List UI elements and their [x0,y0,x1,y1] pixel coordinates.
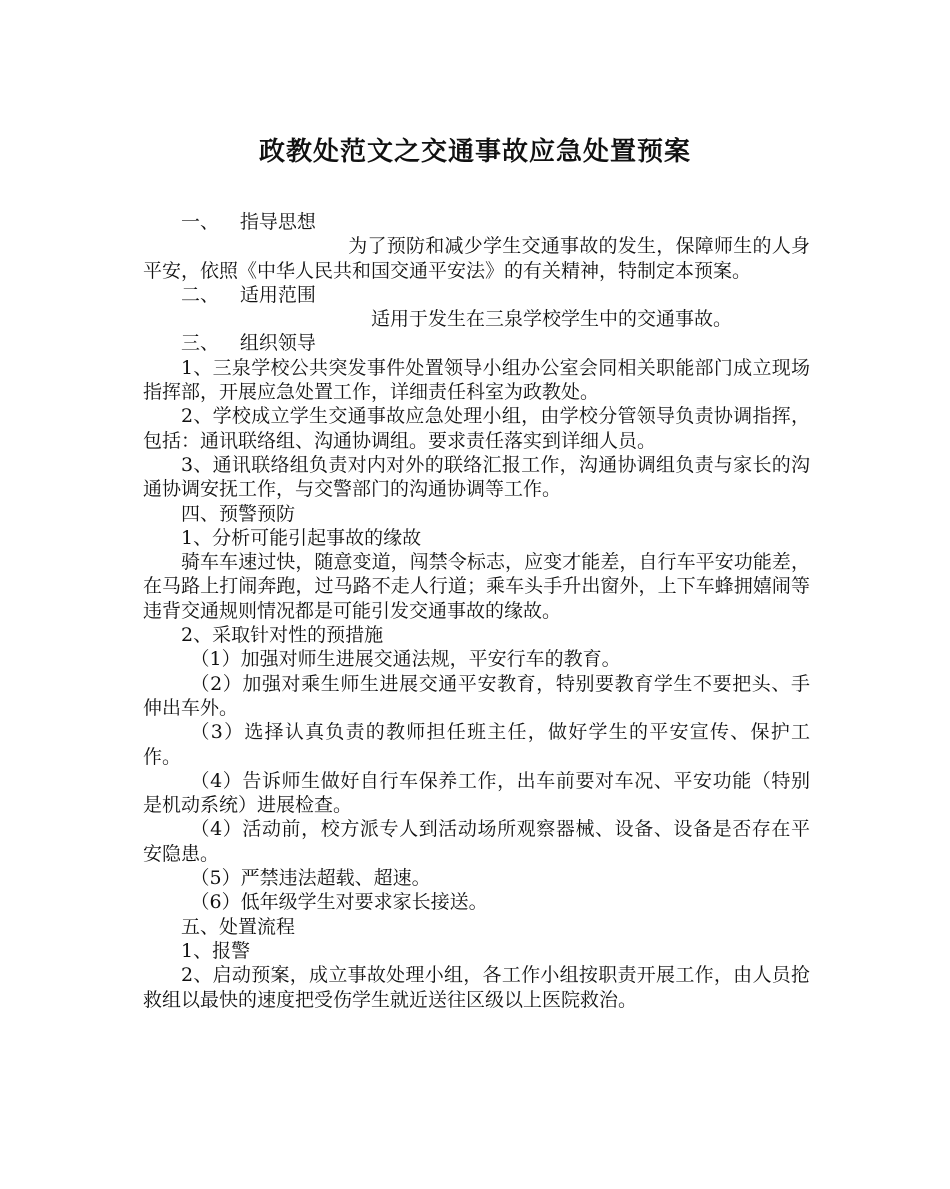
section-title: 适用范围 [239,283,316,306]
paragraph-scope: 适用于发生在三泉学校学生中的交通事故。 [371,308,733,331]
section-heading-1 [143,210,810,234]
list-item: （4）活动前，校方派专人到活动场所观察器械、设备、设备是否存在平安隐患。 [143,818,810,865]
section-number: 三、 [181,332,220,355]
list-item: （5）严禁违法超载、超速。 [190,867,431,890]
list-item: （1）加强对师生进展交通法规，平安行车的教育。 [190,648,621,671]
section-heading-3 [143,331,810,355]
paragraph-guiding-thought: 为了预防和减少学生交通事故的发生，保障师生的人身平安，依照《中华人民共和国交通平安法》的有关精神，特制定本预案。 [143,235,810,282]
paragraph-org-2: 2、学校成立学生交通事故应急处理小组，由学校分管领导负责协调指挥，包括：通讯联络组、沟通协调组。要求责任落实到详细人员。 [143,405,810,452]
section-title: 指导思想 [239,211,316,233]
section-number: 二、 [181,283,220,306]
paragraph-start-plan: 2、启动预案，成立事故处理小组，各工作小组按职责开展工作，由人员抢救组以最快的速度把受伤学生就近送往区级以上医院救治。 [143,964,810,1011]
list-item: （3）选择认真负责的教师担任班主任，做好学生的平安宣传、保护工作。 [143,721,810,768]
subheading-causes: 1、分析可能引起事故的缘故 [181,526,422,549]
paragraph-org-3: 3、通讯联络组负责对内对外的联络汇报工作，沟通协调组负责与家长的沟通协调安抚工作，与交警部门的沟通协调等工作。 [143,453,810,501]
section-title: 组织领导 [239,332,316,355]
document-title: 政教处范文之交通事故应急处置预案 [258,137,691,167]
list-item: （6）低年级学生对要求家长接送。 [190,891,488,914]
section-heading-5: 五、处置流程 [181,915,296,938]
section-heading-4: 四、预警预防 [181,502,296,525]
section-heading-2 [143,283,810,307]
section-number: 一、 [181,211,220,233]
paragraph-alarm: 1、报警 [181,939,251,962]
paragraph-org-1: 1、三泉学校公共突发事件处置领导小组办公室会同相关职能部门成立现场指挥部，开展应急处置工作，详细责任科室为政教处。 [143,356,810,404]
document-body [143,210,810,1012]
list-item: （4）告诉师生做好自行车保养工作，出车前要对车况、平安功能（特别是机动系统）进展检查。 [143,769,810,817]
subheading-measures: 2、采取针对性的预措施 [181,624,384,647]
list-item: （2）加强对乘生师生进展交通平安教育，特别要教育学生不要把头、手伸出车外。 [143,672,810,719]
paragraph-causes: 骑车车速过快，随意变道，闯禁令标志，应变才能差，自行车平安功能差，在马路上打闹奔跑，过马路不走人行道；乘车头手升出窗外，上下车蜂拥嬉闹等违背交通规则情况都是可能引发交通事故的缘故。 [143,551,810,622]
